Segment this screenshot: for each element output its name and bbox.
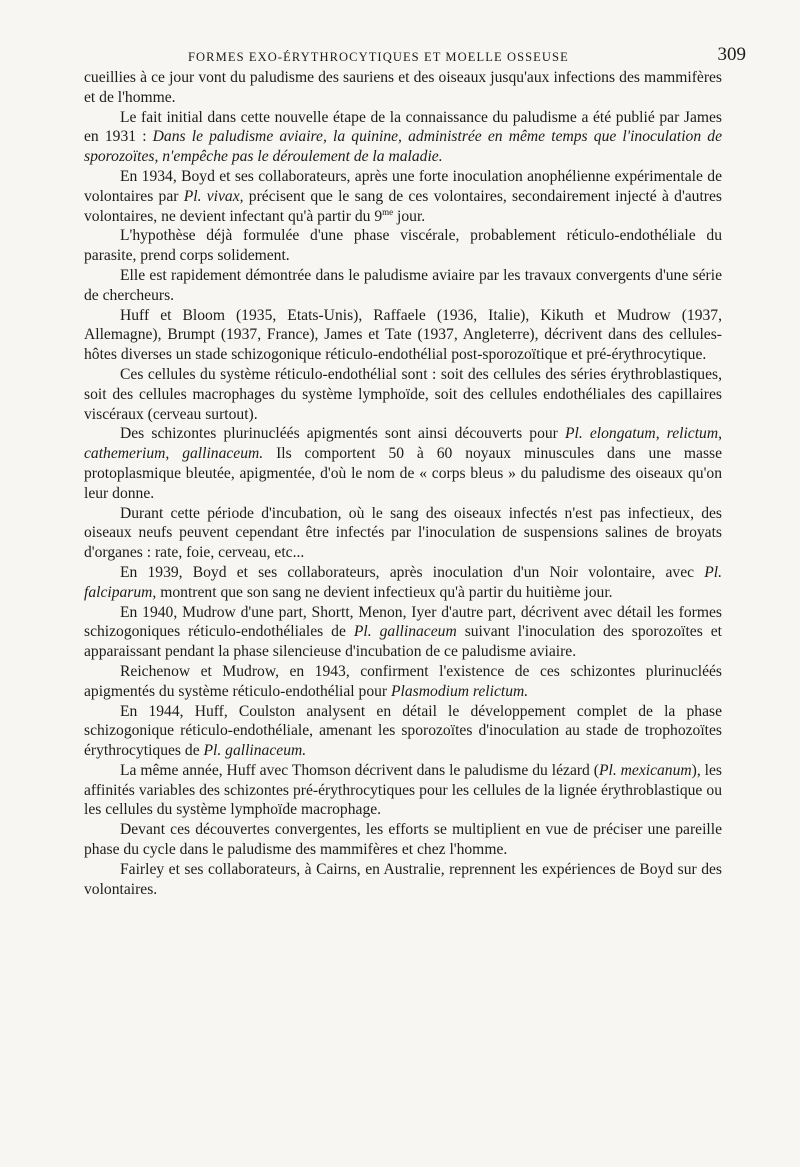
text-run: Le fait initial dans cette nouvelle étape de la connaissance du paludisme a été publié par James en 1931 :	[84, 108, 722, 146]
paragraph	[84, 820, 722, 860]
paragraph	[84, 108, 722, 167]
paragraph	[84, 860, 722, 900]
text-run: En 1939, Boyd et ses collaborateurs, après inoculation d'un Noir volontaire, avec	[120, 563, 705, 581]
text-run: L'hypothèse déjà formulée d'une phase viscérale, probablement réticulo-endothéliale du parasite, prend corps solidement.	[84, 227, 722, 265]
text-run: Fairley et ses collaborateurs, à Cairns, en Australie, reprennent les expériences de Boyd sur des volontaires.	[84, 860, 722, 898]
text-run: La même année, Huff avec Thomson décrivent dans le paludisme du lézard (	[120, 761, 599, 779]
paragraph	[84, 761, 722, 820]
text-run: montrent que son sang ne devient infectieux qu'à partir du huitième jour.	[156, 583, 613, 601]
paragraph	[84, 603, 722, 662]
text-run: En 1934, Boyd et ses collaborateurs, après une forte inoculation anophélienne expérimentale de volontaires par	[84, 167, 722, 205]
paragraph	[84, 306, 722, 365]
italic-text: Pl. falciparum,	[84, 563, 722, 601]
text-run: suivant l'inoculation des sporozoïtes et apparaissant pendant la phase silencieuse d'incubation de ce paludisme aviaire.	[84, 623, 723, 661]
text-run: Des schizontes plurinucléés apigmentés sont ainsi découverts pour	[120, 425, 565, 443]
text-run: Durant cette période d'incubation, où le sang des oiseaux infectés n'est pas infectieux, des oiseaux neufs peuvent cependant être infectés par l'inoculation de suspensions salines de broyats d'organes : rate, foie, cerveau, etc...	[84, 504, 722, 562]
paragraph	[84, 702, 722, 761]
text-run: Ils comportent 50 à 60 noyaux minuscules dans une masse protoplasmique bleutée, apigmentée, d'où le nom de « corps bleus » du paludisme des oiseaux qu'on leur donne.	[84, 445, 722, 502]
body-text	[84, 68, 722, 899]
superscript: me	[382, 206, 394, 217]
text-run: jour.	[393, 207, 426, 225]
italic-text: Pl. gallinaceum.	[203, 742, 307, 760]
paragraph	[84, 167, 722, 226]
paragraph	[84, 365, 722, 424]
text-run: Devant ces découvertes convergentes, les efforts se multiplient en vue de préciser une pareille phase du cycle dans le paludisme des mammifères et chez l'homme.	[84, 821, 722, 859]
paragraph	[84, 504, 722, 563]
paragraph	[84, 662, 722, 702]
text-run: cueillies à ce jour vont du paludisme des sauriens et des oiseaux jusqu'aux infections des mammifères et de l'homme.	[84, 69, 722, 106]
italic-text: Pl. vivax,	[183, 187, 244, 205]
paragraph	[84, 424, 722, 503]
text-run: ), les affinités variables des schizontes pré-érythrocytiques pour les cellules de la lignée érythroblastique ou les cellules du système lymphoïde macrophage.	[84, 761, 722, 819]
text-run: Huff et Bloom (1935, Etats-Unis), Raffaele (1936, Italie), Kikuth et Mudrow (1937, Allemagne), Brumpt (1937, France), James et Tate (1937, Angleterre), décrivent dans des cellules-hôtes diverses un stade schizogonique réticulo-endothélial post-sporozoïtique et pré-érythrocytique.	[84, 306, 722, 364]
paragraph	[84, 68, 722, 108]
text-run: Reichenow et Mudrow, en 1943, confirment l'existence de ces schizontes plurinucléés apigmentés du système réticulo-endothélial pour	[84, 662, 722, 700]
text-run: En 1940, Mudrow d'une part, Shortt, Menon, Iyer d'autre part, décrivent avec détail les formes schizogoniques réticulo-endothéliales de	[84, 603, 722, 641]
italic-text: Plasmodium relictum.	[391, 682, 529, 700]
italic-text: Pl. elongatum, relictum, cathemerium, gallinaceum.	[84, 425, 722, 463]
text-run: Ces cellules du système réticulo-endothélial sont : soit des cellules des séries érythroblastiques, soit des cellules macrophages du système lymphoïde, soit des cellules endothéliales des capillaires viscéraux (cerveau surtout).	[84, 365, 722, 423]
page-number: 309	[717, 44, 746, 65]
page-header	[84, 38, 746, 68]
paragraph	[84, 266, 722, 306]
paragraph	[84, 563, 722, 603]
running-title: FORMES EXO-ÉRYTHROCYTIQUES ET MOELLE OSSEUSE	[188, 50, 569, 64]
italic-text: Pl. gallinaceum	[353, 623, 457, 641]
document-page	[84, 38, 746, 899]
italic-text: Dans le paludisme aviaire, la quinine, administrée en même temps que l'inoculation de sporozoïtes, n'empêche pas le déroulement de la maladie.	[84, 128, 722, 166]
text-run: En 1944, Huff, Coulston analysent en détail le développement complet de la phase schizogonique réticulo-endothéliale, amenant les sporozoïtes d'inoculation au stade de trophozoïtes érythrocytiques de	[84, 702, 722, 760]
italic-text: Pl. mexicanum	[598, 761, 692, 779]
text-run: Elle est rapidement démontrée dans le paludisme aviaire par les travaux convergents d'une série de chercheurs.	[84, 266, 722, 304]
paragraph	[84, 226, 722, 266]
text-run: précisent que le sang de ces volontaires, secondairement injecté à d'autres volontaires, ne devient infectant qu'à partir du 9	[84, 187, 722, 225]
